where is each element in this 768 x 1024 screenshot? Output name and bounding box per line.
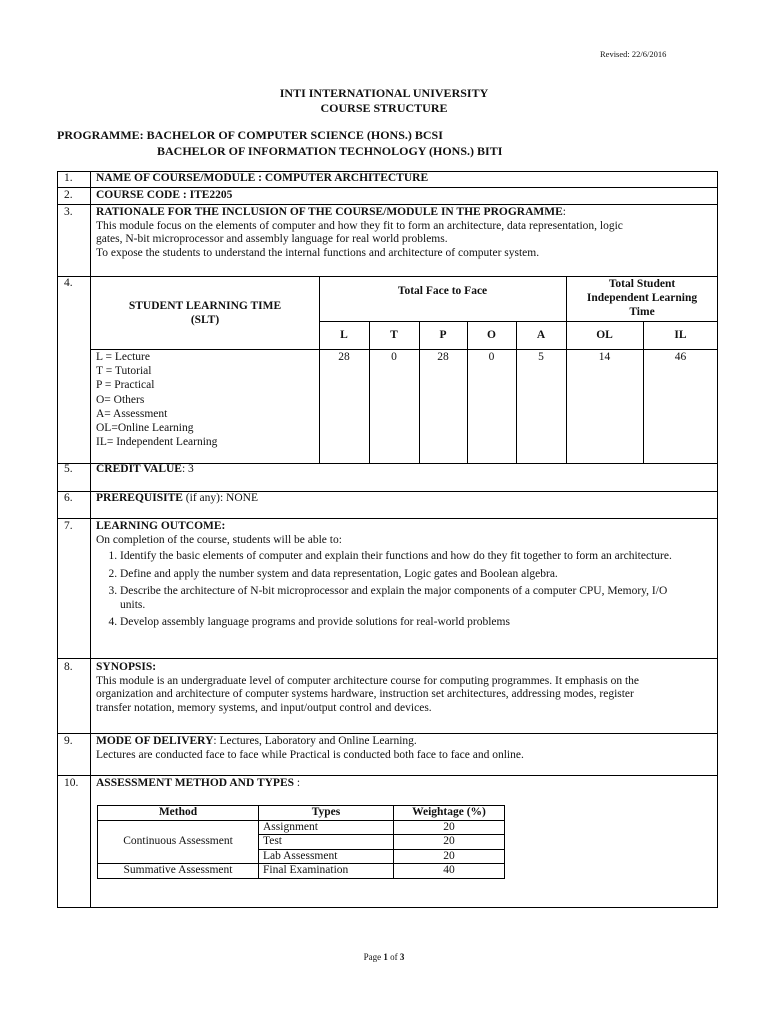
row-divider bbox=[57, 658, 718, 659]
synopsis-section bbox=[96, 661, 716, 715]
assessment-weight: 40 bbox=[394, 864, 505, 879]
row-number: 4. bbox=[64, 277, 73, 289]
university-name: INTI INTERNATIONAL UNIVERSITY bbox=[279, 86, 489, 100]
synopsis-line: organization and architecture of computer systems hardware, instruction set architectures, addressing modes, register bbox=[96, 688, 634, 700]
slt-value: 14 bbox=[598, 351, 611, 363]
rationale-title: RATIONALE FOR THE INCLUSION OF THE COURSE/MODULE IN THE PROGRAMME bbox=[96, 206, 563, 218]
mode-of-delivery-line: Lectures are conducted face to face while Practical is conducted both face to face and online. bbox=[96, 748, 524, 761]
page-current: 1 bbox=[383, 952, 388, 962]
table-row bbox=[98, 820, 505, 835]
slt-column-line bbox=[319, 276, 320, 463]
independent-learning-heading bbox=[566, 277, 718, 319]
row-divider bbox=[57, 518, 718, 519]
rationale-line: To expose the students to understand the internal functions and architecture of computer system. bbox=[96, 246, 540, 259]
document-title bbox=[0, 86, 768, 116]
mode-of-delivery-value: : Lectures, Laboratory and Online Learning. bbox=[213, 735, 417, 747]
assessment-type: Final Examination bbox=[259, 864, 394, 879]
mode-of-delivery-label: MODE OF DELIVERY bbox=[96, 735, 214, 747]
slt-legend bbox=[96, 350, 217, 449]
row-number: 8. bbox=[64, 661, 73, 673]
table-row bbox=[98, 864, 505, 879]
rationale-line: This module focus on the elements of computer and how they fit to form an architecture, data representation, logic bbox=[96, 219, 623, 232]
assessment-weight: 20 bbox=[394, 820, 505, 835]
legend-item: T = Tutorial bbox=[96, 365, 152, 378]
row-number: 3. bbox=[64, 206, 73, 218]
prerequisite-label: PREREQUISITE bbox=[96, 492, 183, 504]
assessment-header: Types bbox=[259, 806, 394, 821]
slt-col-header: IL bbox=[674, 329, 687, 341]
row-divider bbox=[57, 775, 718, 776]
synopsis-title: SYNOPSIS: bbox=[96, 661, 157, 673]
rationale-line: gates, N-bit microprocessor and assembly language for real world problems. bbox=[96, 233, 448, 245]
learning-outcome-item: 4. Develop assembly language programs and provide solutions for real-world problems bbox=[120, 616, 686, 630]
learning-outcome-item: 3. Describe the architecture of N-bit microprocessor and explain the major components of a computer CPU, Memory, I/O units. bbox=[120, 585, 686, 612]
slt-value: 28 bbox=[437, 351, 449, 363]
slt-subheader-line bbox=[319, 321, 718, 322]
slt-column-line bbox=[467, 321, 468, 463]
independent-heading-line: Total Student bbox=[608, 278, 676, 290]
assessment-type: Assignment bbox=[259, 820, 394, 835]
slt-col-header: T bbox=[390, 329, 398, 341]
legend-item: IL= Independent Learning bbox=[96, 436, 218, 449]
slt-col-header: L bbox=[340, 329, 348, 341]
course-code: COURSE CODE : ITE2205 bbox=[96, 189, 233, 201]
legend-item: L = Lecture bbox=[96, 351, 150, 363]
page-of: of bbox=[387, 952, 400, 962]
programme-block bbox=[57, 127, 502, 159]
assessment-title: ASSESSMENT METHOD AND TYPES bbox=[96, 777, 295, 789]
number-column-divider bbox=[90, 171, 91, 908]
face-to-face-heading: Total Face to Face bbox=[397, 285, 488, 297]
learning-outcome-item: 1. Identify the basic elements of computer and explain their functions and how do they fit together to form an architecture. bbox=[120, 550, 686, 564]
credit-value-label: CREDIT VALUE bbox=[96, 463, 182, 475]
rationale-colon: : bbox=[562, 206, 566, 218]
assessment-type: Test bbox=[259, 835, 394, 850]
continuous-assessment-cell: Continuous Assessment bbox=[98, 820, 259, 864]
page-total: 3 bbox=[399, 952, 405, 962]
independent-heading-line: Independent Learning bbox=[586, 292, 698, 304]
legend-item: O= Others bbox=[96, 393, 145, 406]
slt-heading-line: (SLT) bbox=[190, 314, 220, 326]
legend-item: OL=Online Learning bbox=[96, 422, 194, 435]
page-footer bbox=[0, 952, 768, 962]
synopsis-line: transfer notation, memory systems, and input/output control and devices. bbox=[96, 701, 432, 714]
learning-outcome-list bbox=[96, 550, 686, 630]
assessment-weight: 20 bbox=[394, 835, 505, 850]
slt-heading-line: STUDENT LEARNING TIME bbox=[128, 300, 282, 312]
legend-item: A= Assessment bbox=[96, 407, 168, 420]
assessment-header: Weightage (%) bbox=[394, 806, 505, 821]
slt-value: 0 bbox=[391, 351, 397, 363]
assessment-type: Lab Assessment bbox=[259, 849, 394, 864]
slt-column-line bbox=[643, 321, 644, 463]
learning-outcome-intro: On completion of the course, students will be able to: bbox=[96, 533, 342, 546]
row-number: 5. bbox=[64, 463, 73, 475]
learning-outcome-title: LEARNING OUTCOME: bbox=[96, 520, 226, 532]
credit-value-number: : 3 bbox=[181, 463, 194, 475]
prerequisite bbox=[96, 492, 258, 506]
slt-heading bbox=[91, 299, 319, 327]
learning-outcome-item: 2. Define and apply the number system and data representation, Logic gates and Boolean algebra. bbox=[120, 568, 686, 582]
assessment-colon: : bbox=[294, 777, 301, 789]
programme-line-2: BACHELOR OF INFORMATION TECHNOLOGY (HONS.) BITI bbox=[157, 144, 503, 158]
slt-value: 28 bbox=[338, 351, 350, 363]
row-number: 7. bbox=[64, 520, 73, 532]
rationale-section bbox=[96, 206, 716, 260]
slt-column-line bbox=[369, 321, 370, 463]
row-divider bbox=[57, 204, 718, 205]
credit-value bbox=[96, 463, 194, 477]
synopsis-line: This module is an undergraduate level of computer architecture course for computing programmes. It emphasis on the bbox=[96, 674, 639, 687]
row-number: 1. bbox=[64, 172, 73, 184]
independent-heading-line: Time bbox=[629, 306, 655, 318]
row-divider bbox=[57, 187, 718, 188]
course-structure-heading: COURSE STRUCTURE bbox=[320, 101, 448, 115]
slt-col-header: A bbox=[536, 329, 546, 341]
page-prefix: Page bbox=[363, 952, 384, 962]
slt-value: 46 bbox=[674, 351, 687, 363]
row-number: 2. bbox=[64, 189, 73, 201]
learning-outcome-section bbox=[96, 520, 686, 634]
assessment-weight: 20 bbox=[394, 849, 505, 864]
slt-col-header: OL bbox=[596, 329, 613, 341]
row-number: 9. bbox=[64, 735, 73, 747]
slt-column-line bbox=[419, 321, 420, 463]
revised-date: Revised: 22/6/2016 bbox=[600, 49, 667, 59]
legend-item: P = Practical bbox=[96, 379, 155, 392]
slt-column-line bbox=[516, 321, 517, 463]
assessment-header: Method bbox=[98, 806, 259, 821]
summative-assessment-cell: Summative Assessment bbox=[98, 864, 259, 879]
slt-value: 5 bbox=[538, 351, 544, 363]
prerequisite-value: (if any): NONE bbox=[182, 492, 258, 504]
row-divider bbox=[57, 733, 718, 734]
assessment-table bbox=[97, 805, 505, 879]
slt-col-header: O bbox=[487, 329, 496, 341]
row-number: 6. bbox=[64, 492, 73, 504]
course-name: NAME OF COURSE/MODULE : COMPUTER ARCHITECTURE bbox=[96, 172, 429, 184]
mode-of-delivery bbox=[96, 735, 716, 762]
programme-line-1: PROGRAMME: BACHELOR OF COMPUTER SCIENCE (HONS.) BCSI bbox=[57, 128, 443, 142]
assessment-heading bbox=[96, 777, 300, 791]
row-number: 10. bbox=[64, 777, 79, 789]
slt-value: 0 bbox=[488, 351, 495, 363]
slt-col-header: P bbox=[439, 329, 447, 341]
